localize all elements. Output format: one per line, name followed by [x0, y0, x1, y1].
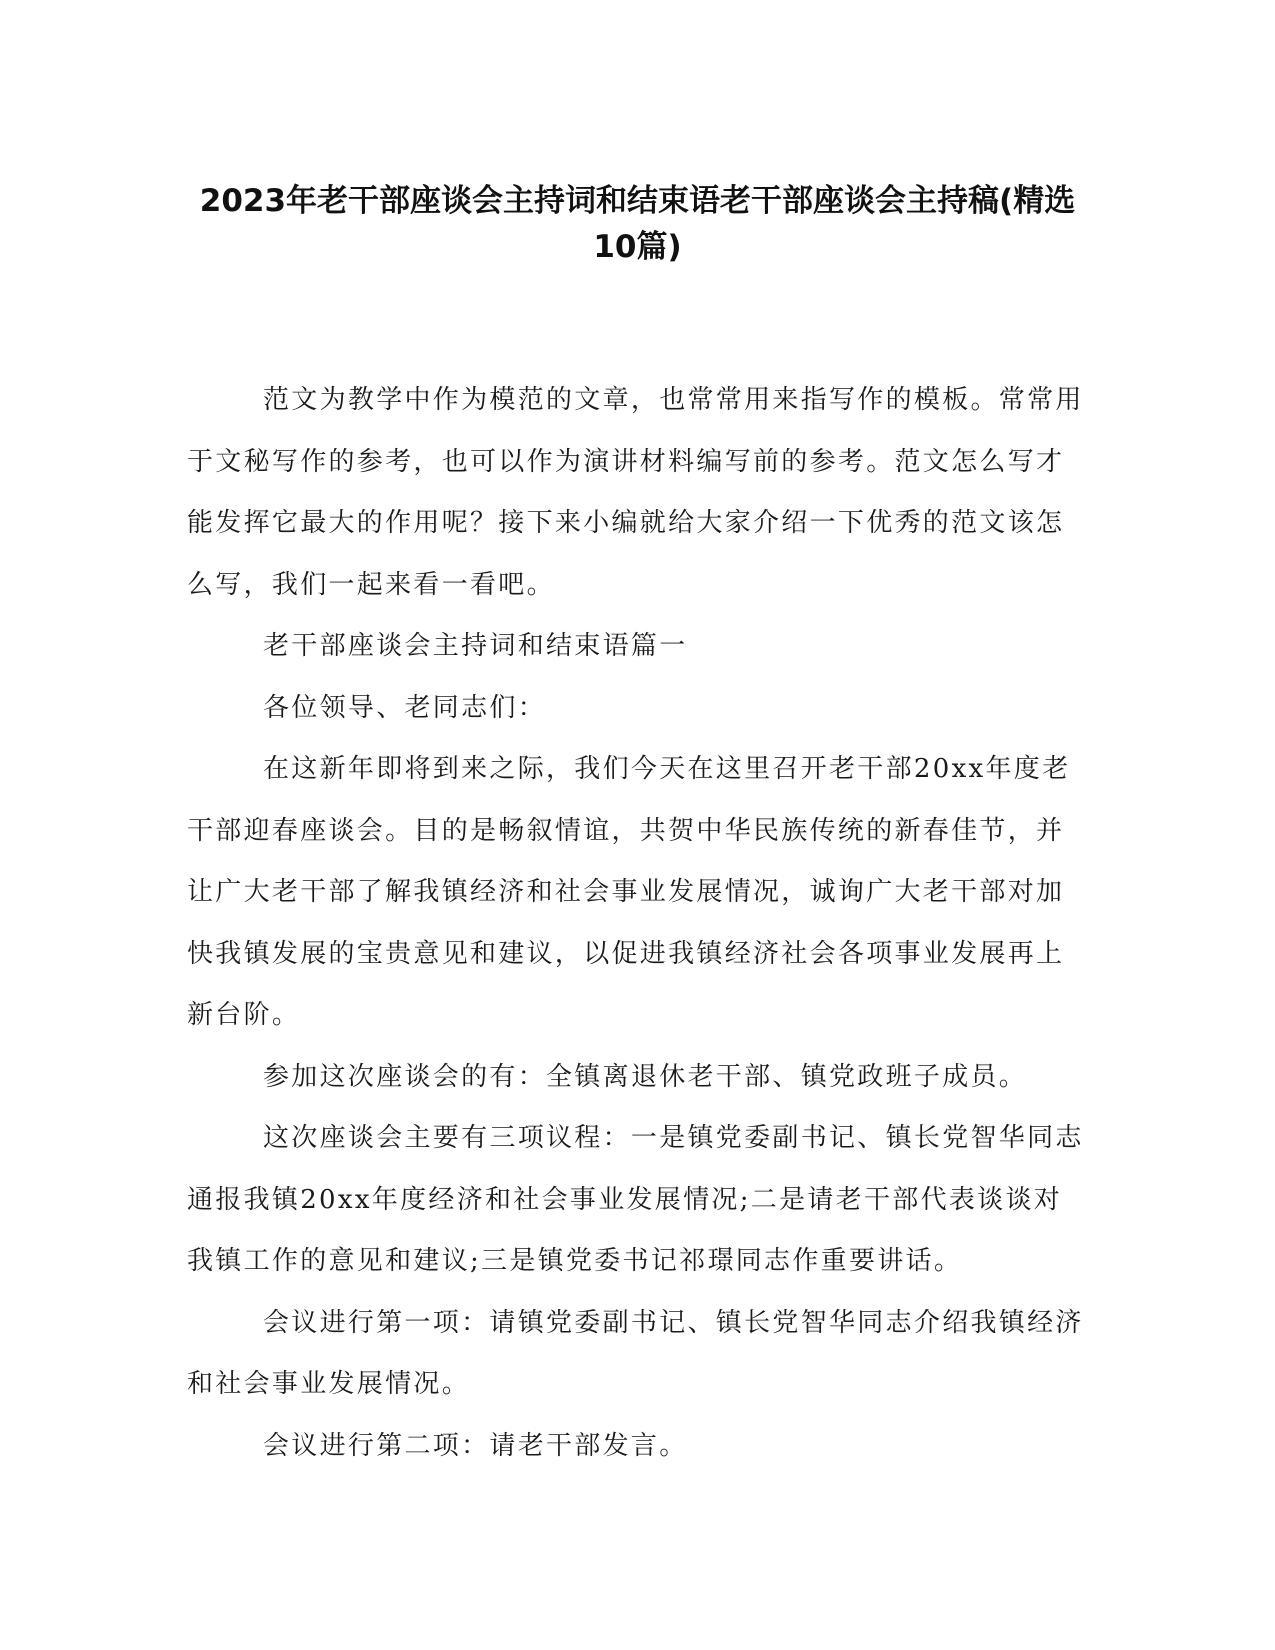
intro-paragraph: 范文为教学中作为模范的文章，也常常用来指写作的模板。常常用于文秘写作的参考，也可以作为演讲材料编写前的参考。范文怎么写才能发挥它最大的作用呢？接下来小编就给大家介绍一下优秀的范文该怎么写，我们一起来看一看吧。 — [187, 385, 1084, 600]
body-paragraph: 这次座谈会主要有三项议程：一是镇党委副书记、镇长党智华同志通报我镇20xx年度经济和社会事业发展情况;二是请老干部代表谈谈对我镇工作的意见和建议;三是镇党委书记祁璟同志作重要讲话。 — [187, 1123, 1084, 1276]
body-paragraph: 会议进行第二项：请老干部发言。 — [263, 1430, 688, 1461]
section-heading: 老干部座谈会主持词和结束语篇一 — [263, 631, 688, 661]
body-paragraph: 参加这次座谈会的有：全镇离退休老干部、镇党政班子成员。 — [263, 1061, 1028, 1092]
body-paragraph: 会议进行第一项：请镇党委副书记、镇长党智华同志介绍我镇经济和社会事业发展情况。 — [187, 1307, 1084, 1399]
document-body — [187, 370, 1087, 1477]
salutation: 各位领导、老同志们： — [263, 692, 547, 723]
body-paragraph: 在这新年即将到来之际，我们今天在这里召开老干部20xx年度老干部迎春座谈会。目的是畅叙情谊，共贺中华民族传统的新春佳节，并让广大老干部了解我镇经济和社会事业发展情况，诚询广大老干部对加快我镇发展的宝贵意见和建议，以促进我镇经济社会各项事业发展再上新台阶。 — [187, 754, 1071, 1030]
document-title: 2023年老干部座谈会主持词和结束语老干部座谈会主持稿(精选10篇) — [199, 183, 1076, 265]
